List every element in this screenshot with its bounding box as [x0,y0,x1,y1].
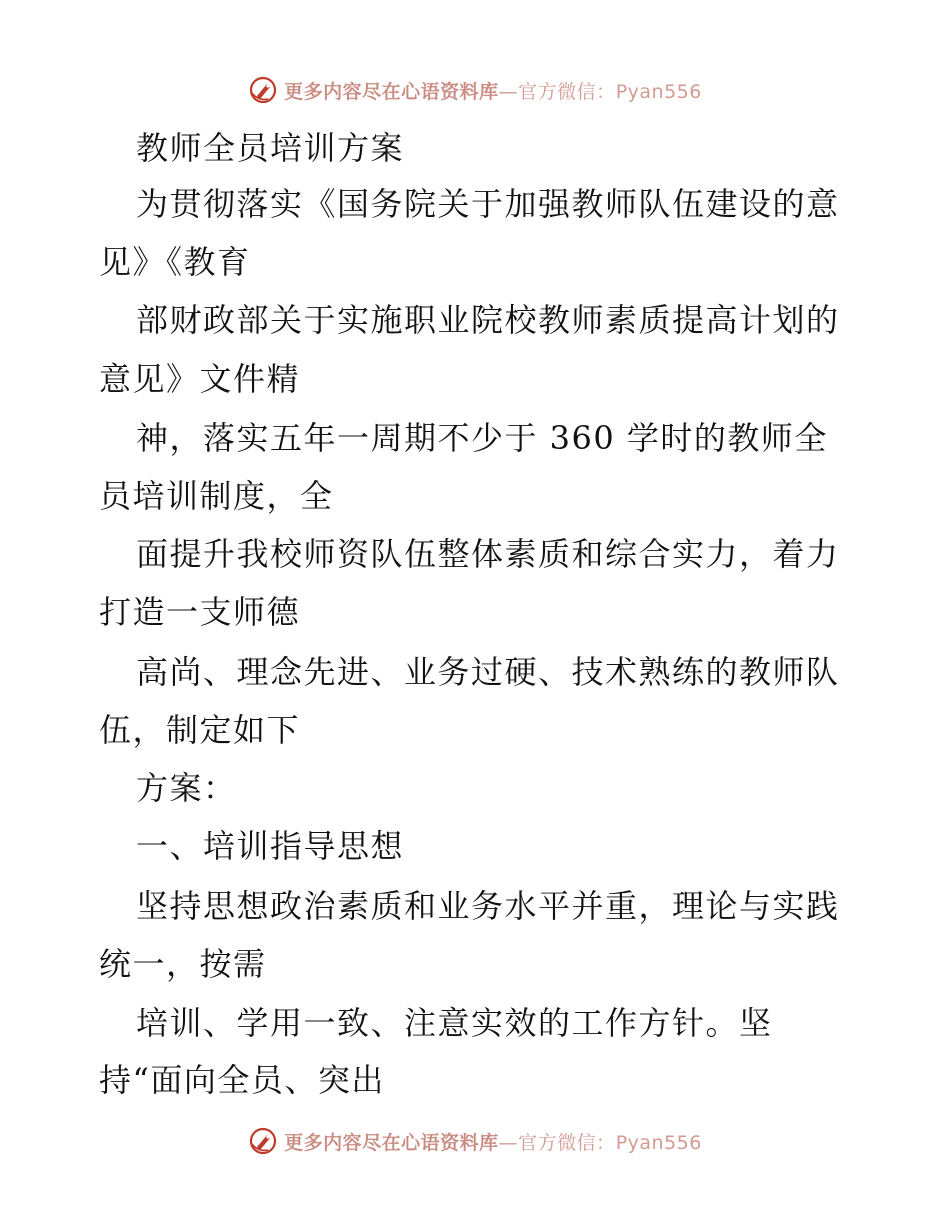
banner-separator: — [498,1131,519,1154]
header-watermark-banner [0,70,950,110]
paragraph-line: 方案： [136,769,237,807]
banner-main-text: 更多内容尽在心语资料库 [284,1131,499,1154]
paragraph-line: 坚持思想政治素质和业务水平并重，理论与实践 [136,887,840,925]
paragraph-line: 持“面向全员、突出 [99,1061,385,1099]
banner-separator: — [498,80,519,103]
paragraph-line: 部财政部关于实施职业院校教师素质提高计划的 [136,301,840,339]
document-title: 教师全员培训方案 [136,129,405,167]
pen-nib-logo-icon [248,75,278,105]
banner-text [284,77,702,104]
paragraph-line: 打造一支师德 [99,593,301,631]
banner-wechat-id: Pyan556 [615,80,702,103]
banner-wechat-label: 官方微信： [518,1131,616,1154]
banner-main-text: 更多内容尽在心语资料库 [284,80,499,103]
section-heading: 一、培训指导思想 [136,827,405,865]
paragraph-line: 统一，按需 [99,945,267,983]
pen-nib-logo-icon [248,1126,278,1156]
paragraph-line: 意见》文件精 [99,360,301,398]
paragraph-line: 面提升我校师资队伍整体素质和综合实力，着力 [136,535,840,573]
paragraph-line: 培训、学用一致、注意实效的工作方针。坚 [136,1004,773,1042]
paragraph-line: 神，落实五年一周期不少于 360 学时的教师全 [136,419,828,457]
banner-wechat-label: 官方微信： [518,80,616,103]
paragraph-line: 高尚、理念先进、业务过硬、技术熟练的教师队 [136,653,840,691]
footer-watermark-banner [0,1121,950,1161]
banner-wechat-id: Pyan556 [615,1131,702,1154]
paragraph-line: 为贯彻落实《国务院关于加强教师队伍建设的意 [136,185,840,223]
paragraph-line: 见》《教育 [99,243,251,281]
banner-text [284,1128,702,1155]
paragraph-line: 伍，制定如下 [99,711,301,749]
paragraph-line: 员培训制度，全 [99,477,334,515]
